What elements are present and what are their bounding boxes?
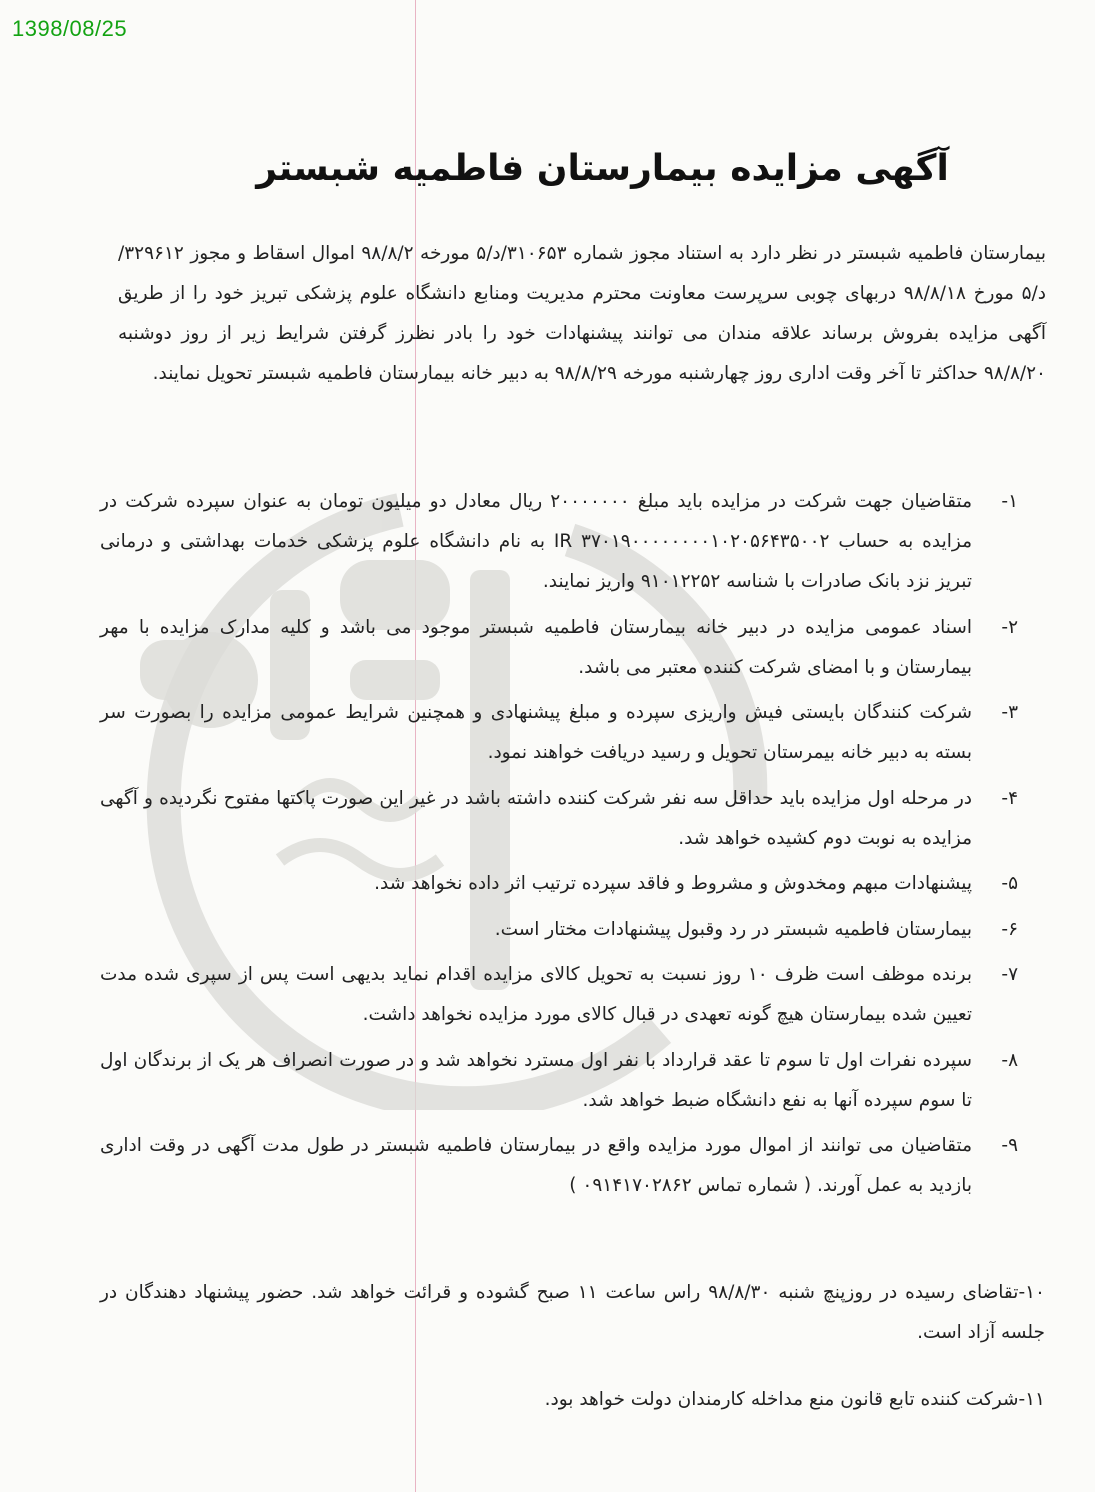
page-title: آگهی مزایده بیمارستان فاطمیه شبستر bbox=[256, 148, 949, 189]
item-number: ۸- bbox=[1001, 1049, 1018, 1071]
conditions-list bbox=[100, 482, 1018, 1212]
list-item bbox=[100, 1041, 1018, 1121]
list-item bbox=[100, 910, 1018, 950]
item-text: شرکت کنندگان بایستی فیش واریزی سپرده و مبلغ پیشنهادی و همچنین شرایط عمومی مزایده را بصورت سر بسته به دبیر خانه بیمرستان تحویل و رسید دریافت خواهند نمود. bbox=[100, 702, 972, 763]
item-number: ۵- bbox=[1001, 873, 1018, 894]
list-item bbox=[100, 955, 1018, 1035]
list-item bbox=[100, 608, 1018, 688]
item-number: ۱- bbox=[1001, 491, 1018, 512]
date-stamp: 1398/08/25 bbox=[12, 16, 128, 41]
list-item bbox=[100, 1126, 1018, 1206]
item-text: بیمارستان فاطمیه شبستر در رد وقبول پیشنهادات مختار است. bbox=[494, 918, 972, 940]
item-text: پیشنهادات مبهم ومخدوش و مشروط و فاقد سپرده ترتیب اثر داده نخواهد شد. bbox=[374, 873, 972, 894]
list-item bbox=[100, 779, 1018, 859]
condition-11-paragraph: ۱۱-شرکت کننده تابع قانون منع مداخله کارمندان دولت خواهد بود. bbox=[544, 1389, 1045, 1410]
item-number: ۲- bbox=[1001, 616, 1018, 638]
list-item bbox=[100, 864, 1018, 904]
item-number: ۶- bbox=[1001, 918, 1018, 940]
list-item bbox=[100, 482, 1018, 602]
item-number: ۴- bbox=[1001, 787, 1018, 809]
item-text: متقاضیان می توانند از اموال مورد مزایده واقع در بیمارستان فاطمیه شبستر در طول مدت آگهی در وقت اداری بازدید به عمل آورند. ( شماره تماس ۰۹۱۴۱۷۰۲۸۶۲ ) bbox=[100, 1135, 972, 1196]
item-number: ۹- bbox=[1001, 1135, 1018, 1156]
item-number: ۷- bbox=[1001, 964, 1018, 985]
condition-10-paragraph: ۱۰-تقاضای رسیده در روزپنچ شنبه ۹۸/۸/۳۰ راس ساعت ۱۱ صبح گشوده و قرائت خواهد شد. حضور پیشنهاد دهندگان در جلسه آزاد است. bbox=[100, 1282, 1045, 1343]
item-text: برنده موظف است ظرف ۱۰ روز نسبت به تحویل کالای مزایده اقدام نماید بدیهی است پس از سپری شده مدت تعیین شده بیمارستان هیچ گونه تعهدی در قبال کالای مورد مزایده نخواهد داشت. bbox=[100, 964, 972, 1025]
item-text: اسناد عمومی مزایده در دبیر خانه بیمارستان فاطمیه شبستر موجود می باشد و کلیه مدارک مزایده با مهر بیمارستان و با امضای شرکت کننده معتبر می باشد. bbox=[100, 616, 972, 678]
item-text: در مرحله اول مزایده باید حداقل سه نفر شرکت کننده داشته باشد در غیر این صورت پاکتها مفتوح نگردیده و آگهی مزایده به نوبت دوم کشیده خواهد شد. bbox=[100, 787, 972, 849]
item-text: سپرده نفرات اول تا سوم تا عقد قرارداد با نفر اول مسترد نخواهد شد و در صورت انصراف هر یک از برندگان اول تا سوم سپرده آنها به نفع دانشگاه ضبط خواهد شد. bbox=[100, 1049, 972, 1111]
item-number: ۳- bbox=[1001, 702, 1018, 723]
item-text: متقاضیان جهت شرکت در مزایده باید مبلغ ۲۰۰۰۰۰۰۰ ریال معادل دو میلیون تومان به عنوان سپرده شرکت در مزایده به حساب IR ۳۷۰۱۹۰۰۰۰۰۰۰۰۱۰۲۰۵۶۴۳۵۰۰۲ به نام دانشگاه علوم پزشکی خدمات بهداشتی و درمانی تبریز نزد بانک صادرات با شناسه ۹۱۰۱۲۲۵۲ واریز نمایند. bbox=[100, 491, 972, 592]
intro-paragraph: بیمارستان فاطمیه شبستر در نظر دارد به استناد مجوز شماره ۳۱۰۶۵۳/د/۵ مورخه ۹۸/۸/۲ اموال اسقاط و مجوز ۳۲۹۶۱۲/د/۵ مورخ ۹۸/۸/۱۸ دربهای چوبی سرپرست معاونت محترم مدیریت ومنابع دانشگاه علوم پزشکی تبریز خود را از طریق آگهی مزایده بفروش برساند علاقه مندان می توانند پیشنهادات خود را بادر نظرز گرفتن شرایط زیر از روز دوشنبه ۹۸/۸/۲۰ حداکثر تا آخر وقت اداری روز چهارشنبه مورخه ۹۸/۸/۲۹ به دبیر خانه بیمارستان فاطمیه شبستر تحویل نمایند. bbox=[118, 243, 1047, 384]
list-item bbox=[100, 693, 1018, 773]
